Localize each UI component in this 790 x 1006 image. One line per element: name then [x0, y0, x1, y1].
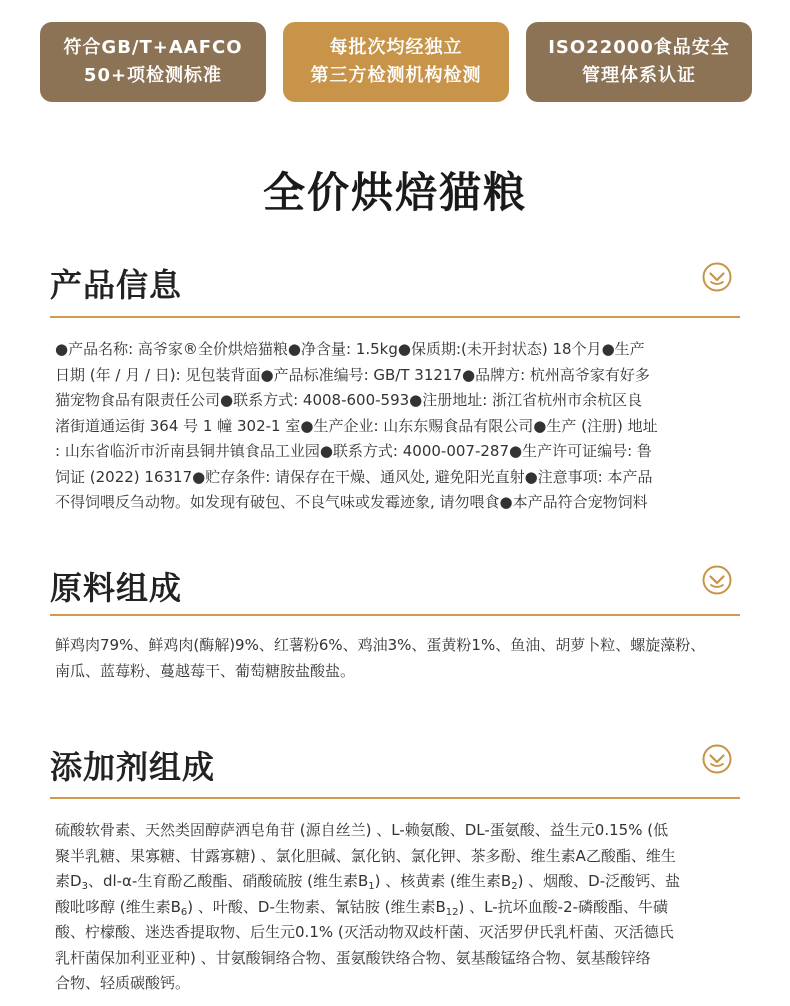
- ingredients-line: 鲜鸡肉79%、鲜鸡肉(酶解)9%、红薯粉6%、鸡油3%、蛋黄粉1%、鱼油、胡萝卜粒、螺旋藻粉、: [55, 636, 706, 654]
- additives-line: 合物、轻质碳酸钙。: [55, 974, 191, 992]
- section-additives-title: 添加剂组成: [50, 748, 216, 786]
- additives-line: 硫酸软骨素、天然类固醇萨洒皂角苷 (源自丝兰) 、L-赖氨酸、DL-蛋氨酸、益生元0.15% (低: [55, 821, 669, 839]
- additives-text: ) 、烟酸、D-泛酸钙、盐: [517, 872, 681, 890]
- badge-third-party: [283, 22, 509, 102]
- additives-text: ) 、叶酸、D-生物素、氰钴胺 (维生素B: [187, 897, 446, 916]
- badge-third-party-line1: 每批次均经独立: [329, 37, 463, 58]
- badge-iso-line1: ISO22000食品安全: [548, 37, 730, 58]
- additives-text: ) 、核黄素 (维生素B: [374, 872, 512, 890]
- additives-line: [55, 895, 740, 921]
- section-additives-divider: [50, 797, 740, 799]
- additives-text: 酸吡哆醇 (维生素B: [55, 897, 181, 916]
- chevron-down-circle-icon[interactable]: [702, 744, 732, 774]
- chevron-down-circle-icon[interactable]: [702, 262, 732, 292]
- additives-text: 、dl-α-生育酚乙酸酯、硝酸硫胺 (维生素B: [87, 872, 369, 890]
- section-ingredients-body: [55, 633, 740, 684]
- product-info-line: 渚街道通运街 364 号 1 幢 302-1 室●生产企业: 山东东赐食品有限公司●生产 (注册) 地址: [55, 416, 658, 435]
- section-ingredients-header[interactable]: [50, 563, 740, 613]
- subscript: 2: [511, 881, 518, 892]
- subscript: 6: [180, 906, 188, 918]
- section-ingredients-divider: [50, 614, 740, 616]
- badge-standards-line2: 50+项检测标准: [83, 65, 223, 86]
- badge-standards-line1: 符合GB/T+AAFCO: [63, 37, 243, 58]
- section-product-info-header[interactable]: [50, 260, 740, 310]
- additives-line: [55, 869, 740, 895]
- section-additives-body: [55, 818, 740, 997]
- section-product-info-divider: [50, 316, 740, 318]
- badge-row: [40, 22, 752, 102]
- additives-line: 聚半乳糖、果寡糖、甘露寡糖) 、氯化胆碱、氯化钠、氯化钾、茶多酚、维生素A乙酸酯、维生: [55, 846, 676, 865]
- product-info-line: ●产品名称: 高爷家®全价烘焙猫粮●净含量: 1.5kg●保质期:(未开封状态) 18个月●生产: [55, 340, 645, 358]
- page-title: 全价烘焙猫粮: [262, 168, 527, 217]
- additives-text: ) 、L-抗坏血酸-2-磷酸酯、牛磺: [458, 897, 669, 916]
- product-info-line: 猫宠物食品有限责任公司●联系方式: 4008-600-593●注册地址: 浙江省杭州市余杭区良: [55, 391, 643, 409]
- badge-third-party-line2: 第三方检测机构检测: [310, 65, 482, 86]
- chevron-down-circle-icon[interactable]: [702, 565, 732, 595]
- section-product-info-body: [55, 337, 740, 516]
- subscript: 12: [445, 906, 459, 918]
- additives-line: 酸、柠檬酸、迷迭香提取物、后生元0.1% (灭活动物双歧杆菌、灭活罗伊氏乳杆菌、灭活德氏: [55, 923, 674, 941]
- badge-iso-line2: 管理体系认证: [582, 65, 696, 86]
- section-ingredients-title: 原料组成: [50, 569, 183, 607]
- subscript: 1: [368, 881, 375, 892]
- product-info-line: 日期 (年 / 月 / 日): 见包装背面●产品标准编号: GB/T 31217●品牌方: 杭州高爷家有好多: [55, 365, 650, 384]
- badge-standards: [40, 22, 266, 102]
- additives-text: 素D: [55, 872, 82, 890]
- additives-line: 乳杆菌保加利亚亚种) 、甘氨酸铜络合物、蛋氨酸铁络合物、氨基酸锰络合物、氨基酸锌络: [55, 948, 651, 967]
- badge-iso: [526, 22, 752, 102]
- product-info-line: 不得饲喂反刍动物。如发现有破包、不良气味或发霉迹象, 请勿喂食●本产品符合宠物饲料: [55, 493, 648, 511]
- section-additives-header[interactable]: [50, 742, 740, 792]
- ingredients-line: 南瓜、蓝莓粉、蔓越莓干、葡萄糖胺盐酸盐。: [55, 661, 356, 680]
- product-info-line: : 山东省临沂市沂南县铜井镇食品工业园●联系方式: 4000-007-287●生产许可证编号: 鲁: [55, 442, 652, 460]
- product-info-line: 饲证 (2022) 16317●贮存条件: 请保存在干燥、通风处, 避免阳光直射●注意事项: 本产品: [55, 467, 653, 486]
- section-product-info-title: 产品信息: [50, 266, 183, 304]
- subscript: 3: [81, 881, 88, 892]
